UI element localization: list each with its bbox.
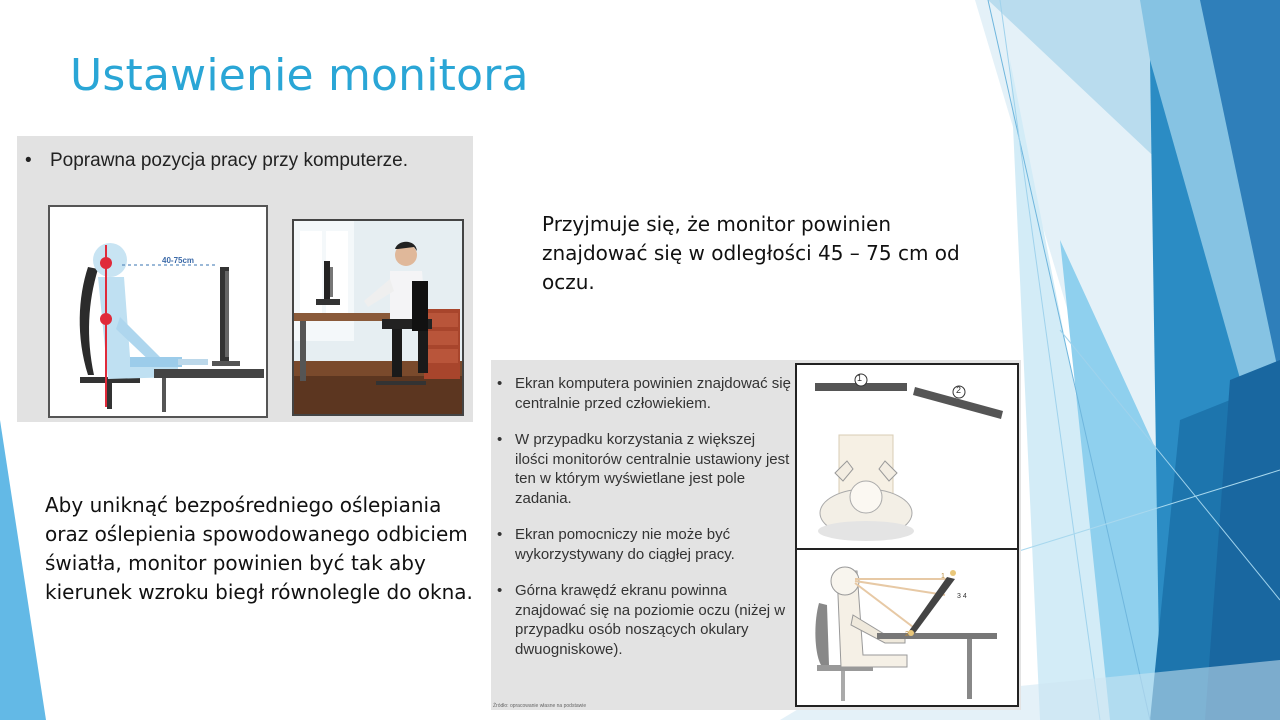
list-item-text: Ekran pomocniczy nie może być wykorzystywany do ciągłej pracy. [515, 526, 735, 563]
list-item-text: W przypadku korzystania z większej ilości monitorów centralnie ustawiony jest ten w którym wyświetlane jest pole zadania. [515, 431, 790, 507]
angle-label-2: 2 [905, 631, 909, 638]
angle-label-1: 1 [941, 573, 945, 580]
office-photo [292, 219, 464, 416]
list-item-text: Ekran komputera powinien znajdować się centralnie przed człowiekiem. [515, 375, 791, 412]
posture-bullet-text: Poprawna pozycja pracy przy komputerze. [50, 150, 408, 171]
bullet-marker: • [497, 375, 503, 392]
ergonomic-posture-icon [50, 207, 266, 416]
posture-diagram [48, 205, 268, 418]
slide-title: Ustawienie monitora [70, 50, 529, 101]
correct-posture-figure [17, 136, 473, 422]
bullet-marker: • [25, 150, 32, 171]
diagram-label-2: 2 [956, 385, 962, 395]
distance-label: 40-75cm [162, 256, 195, 265]
posture-bullet [25, 148, 465, 173]
distance-paragraph: Przyjmuje się, że monitor powinien znajdować się w odległości 45 – 75 cm od oczu. [542, 212, 960, 294]
list-item [491, 430, 791, 508]
diagram-label-1: 1 [857, 373, 863, 383]
list-item-text: Górna krawędź ekranu powinna znajdować się na poziomie oczu (niżej w przypadku osób noszących okulary dwuogniskowe). [515, 582, 786, 658]
bullet-marker: • [497, 582, 503, 599]
placement-bullet-list [491, 374, 791, 676]
list-item [491, 374, 791, 413]
list-item [491, 525, 791, 564]
list-item [491, 581, 791, 659]
monitor-placement-diagram-icon [797, 365, 1017, 705]
angle-label-34: 3 4 [957, 593, 967, 600]
monitor-placement-figure [491, 360, 1021, 710]
placement-diagram [795, 363, 1019, 707]
bullet-marker: • [497, 526, 503, 543]
bullet-marker: • [497, 431, 503, 448]
glare-paragraph: Aby uniknąć bezpośredniego oślepiania oraz oślepienia spowodowanego odbiciem światła, monitor powinien być tak aby kierunek wzroku biegł równolegle do okna. [45, 493, 473, 604]
figure-caption: Źródło: opracowanie własne na podstawie [493, 703, 587, 709]
office-worker-photo-icon [294, 221, 462, 414]
